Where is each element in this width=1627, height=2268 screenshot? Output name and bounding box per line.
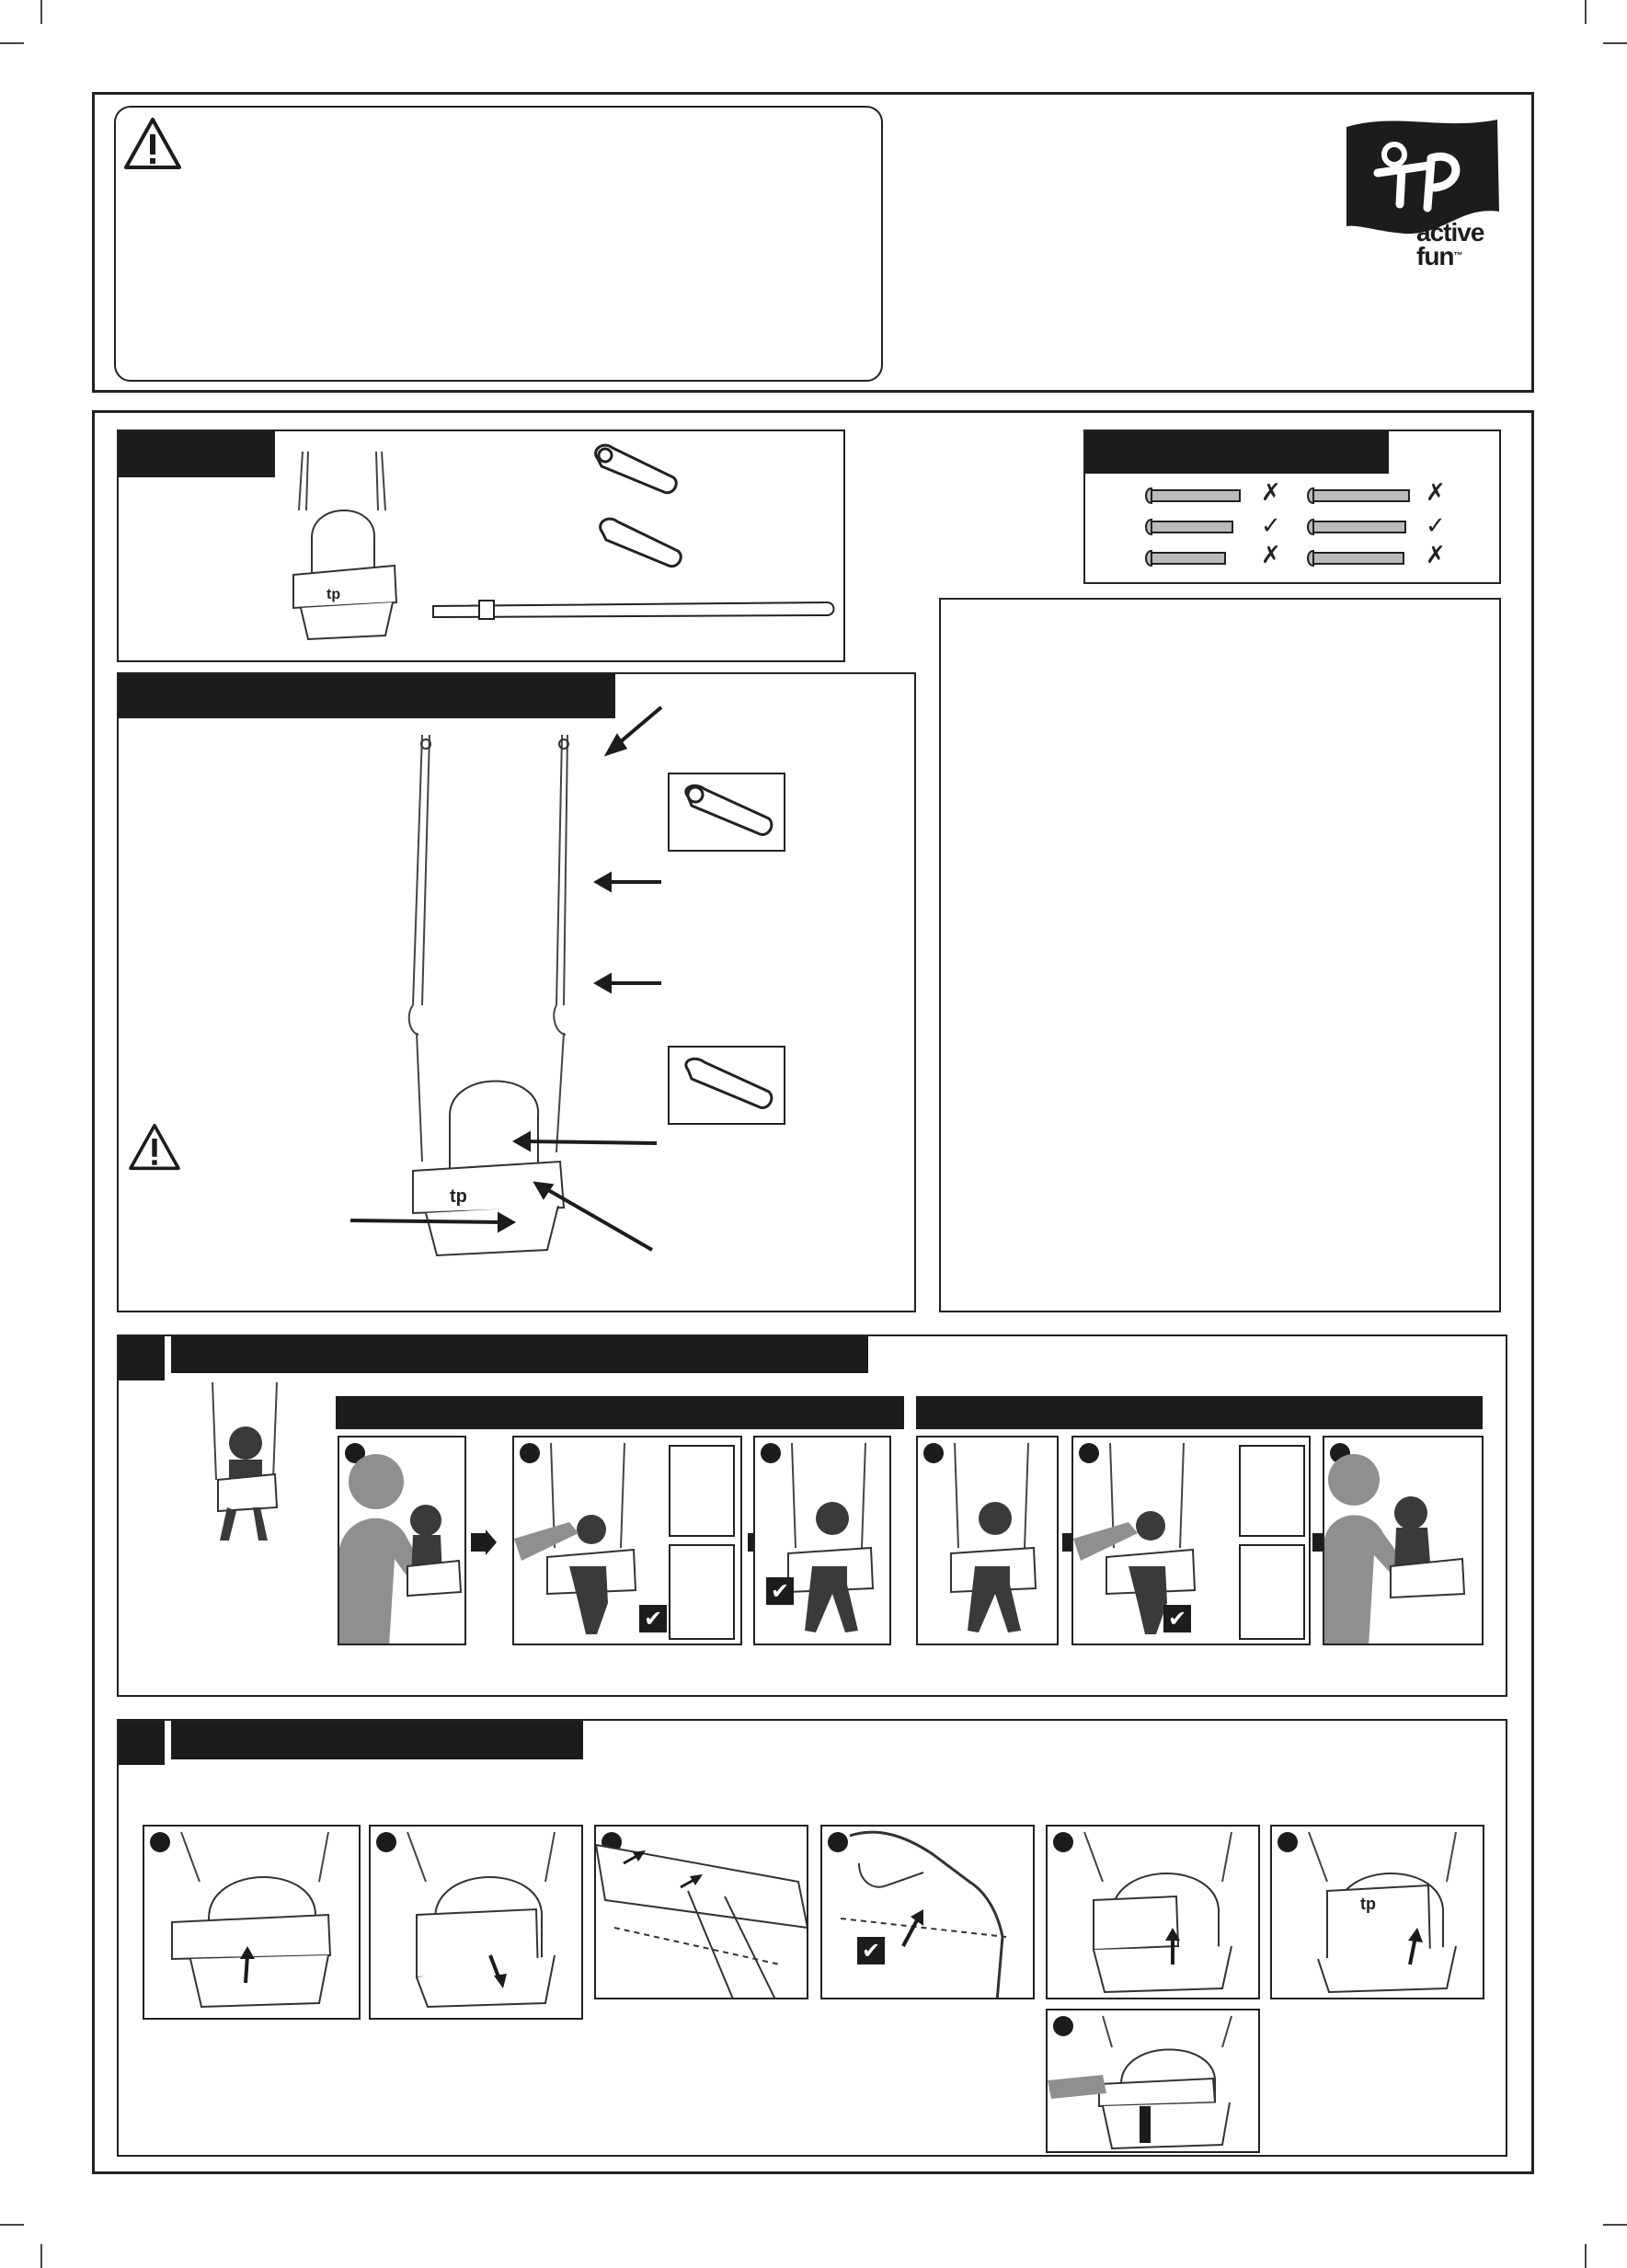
child-in-swing-illustration [203, 1379, 286, 1553]
child-seated-illustration [918, 1438, 1059, 1645]
carabiner-callout-locking [668, 773, 785, 852]
buckle-detail-inset [669, 1445, 735, 1537]
step1-subheader-right [916, 1396, 1483, 1429]
step1-image-5 [1071, 1436, 1311, 1645]
carabiner-icon [595, 516, 687, 571]
cross-icon: ✗ [1261, 479, 1281, 507]
tray-fold-illustration [371, 1827, 583, 2020]
check-icon: ✔ [1163, 1605, 1191, 1632]
step2-panel [117, 1719, 1507, 2157]
step2-image-2 [369, 1825, 583, 2020]
tray-strap-illustration [1048, 1827, 1260, 1999]
svg-text:tp: tp [1360, 1895, 1376, 1913]
step2-number [119, 1721, 165, 1765]
buckle-detail-inset [669, 1544, 735, 1640]
tray-secure-illustration [1048, 2010, 1260, 2153]
tick-icon: ✓ [1426, 512, 1446, 540]
arrow-icon [471, 1529, 497, 1555]
warning-icon [128, 1123, 181, 1171]
step1-image-6 [1323, 1436, 1484, 1645]
step2-header [171, 1721, 583, 1759]
step1-image-3 [753, 1436, 891, 1645]
contents-panel [117, 430, 845, 662]
baby-seat-illustration [275, 446, 404, 650]
crop-mark [1585, 2244, 1587, 2268]
step2-image-5 [1046, 1825, 1260, 1999]
child-seated-illustration [755, 1438, 891, 1645]
tray-clip-illustration [822, 1827, 1035, 1999]
step2-image-6 [1270, 1825, 1484, 1999]
cross-icon: ✗ [1426, 479, 1446, 507]
step2-image-4 [820, 1825, 1035, 1999]
cross-icon: ✗ [1261, 542, 1281, 569]
step1-panel [117, 1334, 1507, 1697]
instructions-text-panel [939, 598, 1501, 1312]
check-icon: ✔ [639, 1605, 667, 1632]
step2-image-1 [143, 1825, 361, 2020]
buckle-detail-inset [1239, 1445, 1305, 1537]
svg-text:tp: tp [450, 1186, 467, 1207]
crop-mark [0, 2224, 24, 2226]
buckle-detail-inset [1239, 1544, 1305, 1640]
carabiner-callout-plain [668, 1046, 785, 1125]
svg-text:tp: tp [327, 587, 341, 602]
carabiner-icon [590, 442, 682, 498]
warning-box [114, 106, 883, 382]
step2-image-3 [594, 1825, 808, 1999]
bolt-fit-row-right [1302, 485, 1422, 577]
tray-detail-illustration [596, 1827, 808, 1999]
bolt-guide-panel [1083, 430, 1501, 584]
crop-mark [0, 42, 24, 44]
bolt-fit-row-left [1140, 485, 1242, 577]
crop-mark [1585, 0, 1587, 24]
strap-illustration [431, 595, 836, 623]
crop-mark [40, 2244, 42, 2268]
step1-subheader-left [336, 1396, 904, 1429]
brand-logo [1341, 116, 1507, 270]
tray-close-illustration [1272, 1827, 1484, 1999]
crop-mark [1603, 2224, 1627, 2226]
crop-mark [1603, 42, 1627, 44]
tray-lift-illustration [144, 1827, 361, 2020]
step1-image-2 [512, 1436, 742, 1645]
callout-arrows [119, 674, 918, 1314]
parent-removing-child-illustration [1324, 1438, 1484, 1645]
step1-image-1 [338, 1436, 466, 1645]
buckle-release-illustration [1073, 1438, 1220, 1645]
parent-lifting-child-illustration [339, 1438, 466, 1645]
warning-icon [123, 117, 182, 170]
carabiner-icon [681, 1057, 776, 1116]
tick-icon: ✓ [1261, 512, 1281, 540]
cross-icon: ✗ [1426, 542, 1446, 569]
step2-image-7 [1046, 2009, 1260, 2153]
check-icon: ✔ [766, 1577, 794, 1605]
logo-wordmark: active fun™ [1416, 218, 1484, 270]
carabiner-icon [681, 784, 776, 842]
step1-number [119, 1336, 165, 1380]
check-icon: ✔ [857, 1937, 885, 1964]
crop-mark [40, 0, 42, 24]
bolt-guide-header [1085, 431, 1389, 474]
overview-panel [117, 672, 916, 1312]
step1-image-4 [916, 1436, 1059, 1645]
step1-header [171, 1336, 868, 1373]
contents-header [119, 431, 275, 477]
